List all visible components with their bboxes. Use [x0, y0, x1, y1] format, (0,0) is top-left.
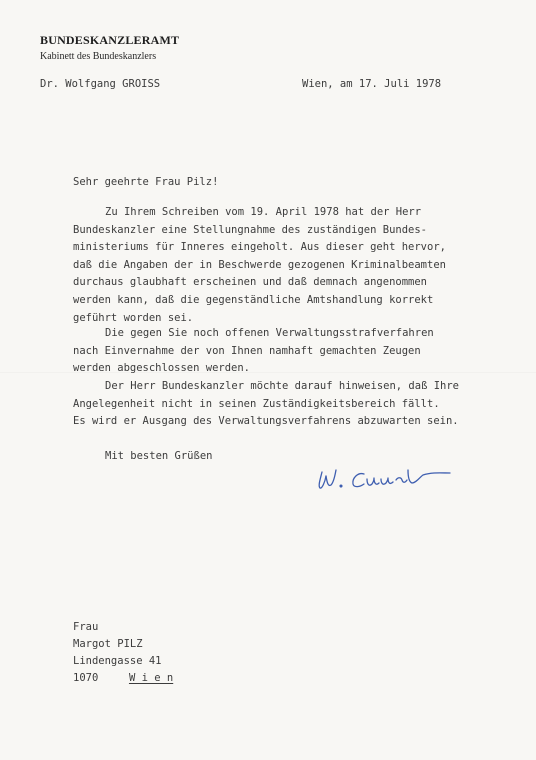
- paragraph-line: werden abgeschlossen werden.: [73, 362, 251, 375]
- paragraph-1: [73, 204, 446, 327]
- recipient-city-line: [73, 670, 173, 688]
- paragraph-line: nach Einvernahme der von Ihnen namhaft gemachten Zeugen: [73, 344, 421, 357]
- signature-strokes: [319, 470, 450, 488]
- salutation: Sehr geehrte Frau Pilz!: [73, 176, 219, 188]
- letterhead-title: BUNDESKANZLERAMT: [40, 33, 180, 47]
- recipient-name: Margot PILZ: [73, 638, 143, 650]
- letter-date: Wien, am 17. Juli 1978: [302, 78, 442, 90]
- recipient-city: W i e n: [128, 672, 174, 684]
- paragraph-line: Zu Ihrem Schreiben vom 19. April 1978 hat der Herr: [105, 206, 422, 218]
- paragraph-line: Die gegen Sie noch offenen Verwaltungsstrafverfahren: [105, 327, 434, 339]
- paragraph-line: Angelegenheit nicht in seinen Zuständigkeitsbereich fällt.: [73, 397, 440, 410]
- paragraph-3: [73, 378, 459, 431]
- paragraph-line: durchaus glaubhaft erscheinen und daß demnach angenommen: [73, 276, 428, 289]
- paragraph-2: [73, 325, 434, 378]
- recipient-salutation: Frau: [73, 621, 99, 633]
- handwritten-signature: [312, 458, 462, 498]
- paragraph-line: Bundeskanzler eine Stellungnahme des zuständigen Bundes-: [73, 223, 428, 236]
- paragraph-line: geführt worden sei.: [73, 311, 194, 324]
- paragraph-line: ministeriums für Inneres eingeholt. Aus dieser geht hervor,: [73, 241, 446, 254]
- paragraph-line: Der Herr Bundeskanzler möchte darauf hinweisen, daß Ihre: [105, 380, 460, 392]
- paragraph-line: daß die Angaben der in Beschwerde gezogenen Kriminalbeamten: [73, 258, 446, 271]
- recipient-street: Lindengasse 41: [73, 655, 162, 667]
- paragraph-line: werden kann, daß die gegenständliche Amtshandlung korrekt: [73, 293, 434, 306]
- closing-phrase: Mit besten Grüßen: [105, 450, 213, 462]
- paragraph-line: Es wird er Ausgang des Verwaltungsverfahrens abzuwarten sein.: [73, 415, 459, 428]
- letterhead-subtitle: Kabinett des Bundeskanzlers: [40, 51, 157, 62]
- sender-name: Dr. Wolfgang GROISS: [40, 78, 161, 90]
- recipient-postcode: 1070: [73, 672, 99, 684]
